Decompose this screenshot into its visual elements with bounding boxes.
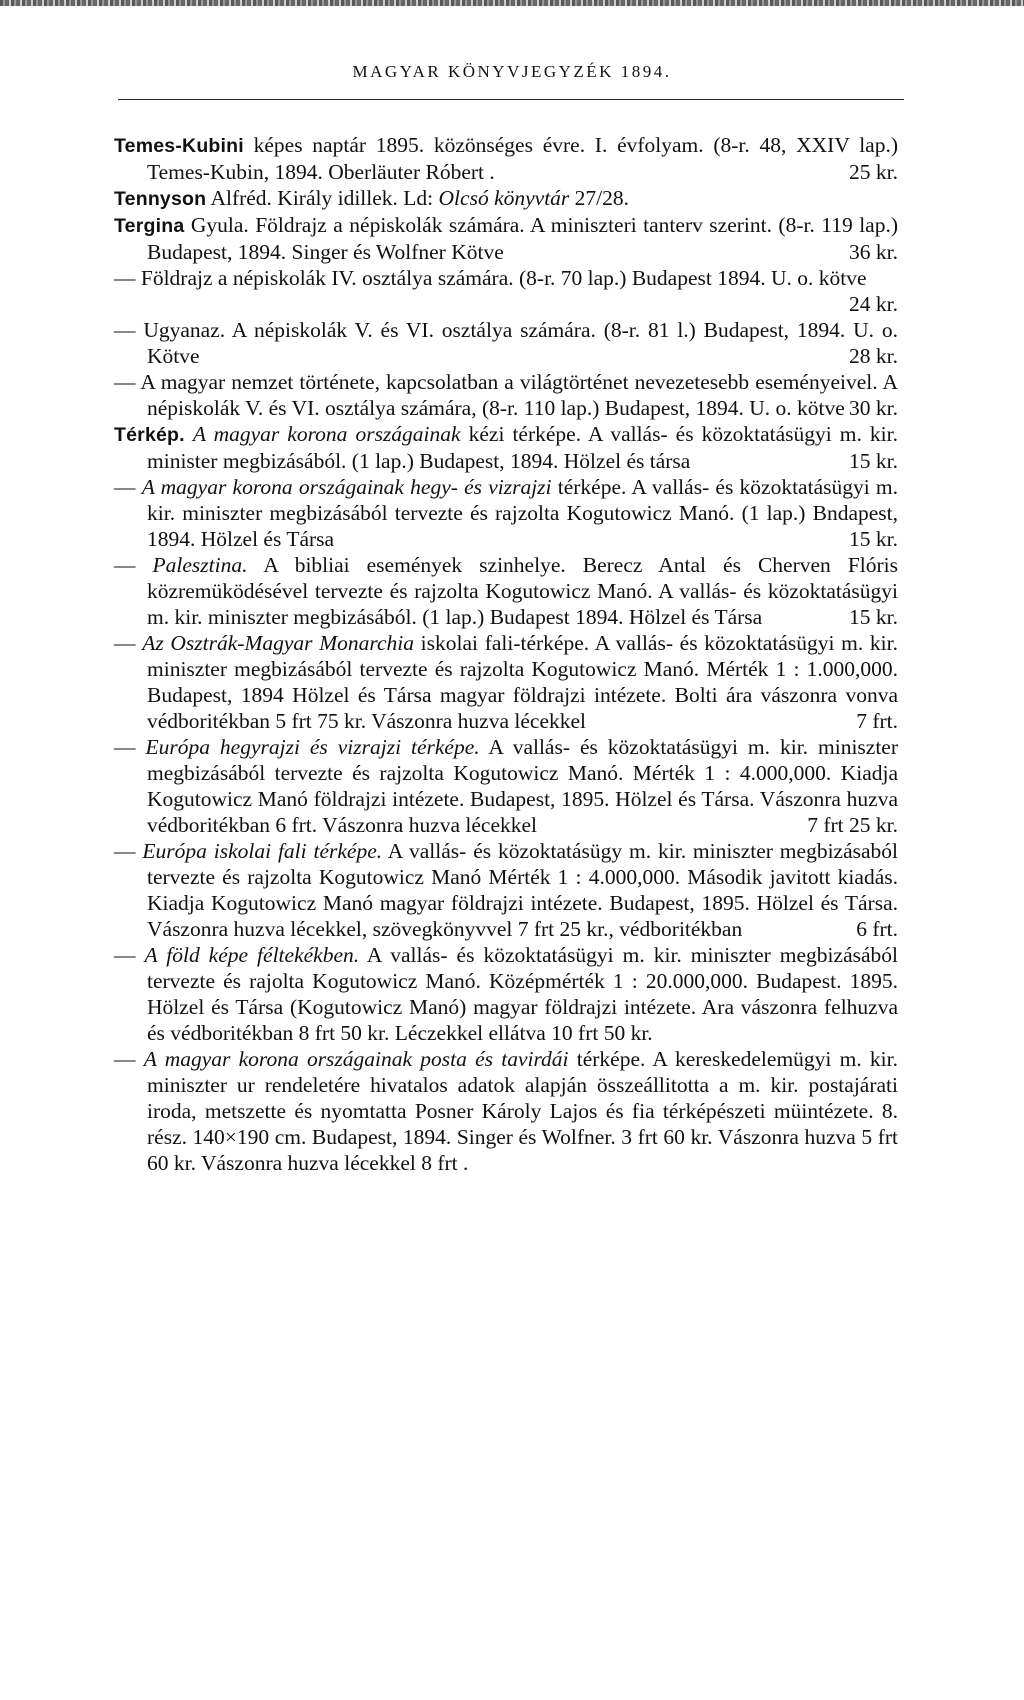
entry-price: 15 kr. xyxy=(849,527,898,551)
entry-dash: — xyxy=(114,735,136,759)
catalog-entry xyxy=(114,630,898,734)
catalog-entry xyxy=(114,265,898,316)
entry-text: Gyula. Földrajz a népiskolák számára. A miniszteri tanterv szerint. (8-r. 119 lap.) Budapest, 1894. Singer és Wolfner Kötve xyxy=(147,213,898,264)
entry-italic-title: Az Osztrák-Magyar Monarchia xyxy=(142,631,414,655)
entry-italic-title: A magyar korona országainak xyxy=(192,422,461,446)
header-rule xyxy=(118,99,904,100)
entry-text: képes naptár 1895. közönséges évre. I. évfolyam. (8-r. 48, XXIV lap.) Temes-Kubin, 1894. Oberläuter Róbert . xyxy=(147,133,898,184)
entry-price: 25 kr. xyxy=(849,160,898,184)
entry-italic-title: Palesztina. xyxy=(152,553,248,577)
entry-italic-title: Olcsó könyvtár xyxy=(438,186,570,210)
entry-italic-title: A magyar korona országainak hegy- és vizrajzi xyxy=(141,475,552,499)
scan-top-edge xyxy=(0,0,1024,6)
entry-text: A vallás- és közoktatásügy m. kir. miniszter megbizásaból tervezte és rajzolta Kogutowicz Manó Mérték 1 : 4.000,000. Második javitott kiadás. Kiadja Kogutowicz Manó magyar földrajzi intézete. Budapest, 1895. Hölzel és Társa. Vászonra huzva lécekkel, szövegkönyvvel 7 frt 25 kr., védboritékban xyxy=(147,839,899,941)
entry-dash: — xyxy=(114,1047,136,1071)
catalog-entry xyxy=(114,317,898,369)
entry-price: 15 kr. xyxy=(849,449,898,473)
entry-text: térképe. A kereskedelemügyi m. kir. miniszter ur rendeletére hivatalos adatok alapján összeállitotta a m. kir. postajárati iroda, metszette és nyomtatta Posner Károly Lajos és fia térképészeti müintézete. 8. rész. 140×190 cm. Budapest, 1894. Singer és Wolfner. 3 frt 60 kr. Vászonra huzva 5 frt 60 kr. Vászonra huzva lécekkel 8 frt . xyxy=(147,1047,898,1175)
entry-text: iskolai fali-térképe. A vallás- és közoktatásügyi m. kir. miniszter megbizásából tervezte és rajzolta Kogutowicz Manó. Mérték 1 : 1.000,000. Budapest, 1894 Hölzel és Társa magyar földrajzi intézete. Bolti ára vászonra vonva védboritékban 5 frt 75 kr. Vászonra huzva lécekkel xyxy=(147,631,899,733)
entry-text: Alfréd. Király idillek. Ld: xyxy=(206,186,439,210)
entry-heading: Tergina xyxy=(114,215,185,237)
entry-price: 36 kr. xyxy=(849,240,898,264)
entry-text: A vallás- és közoktatásügyi m. kir. miniszter megbizásából tervezte és rajolta Kogutowicz Manó. Középmérték 1 : 20.000,000. Budapest. 1895. Hölzel és Társa (Kogutowicz Manó) magyar földrajzi intézete. Ara vászonra felhuzva és védboritékban 8 frt 50 kr. Léczekkel ellátva 10 frt 50 kr. xyxy=(147,943,898,1045)
entry-heading: Térkép. xyxy=(114,424,185,446)
catalog-entry xyxy=(114,942,898,1046)
entry-price: 24 kr. xyxy=(849,292,898,316)
entry-dash: — xyxy=(114,266,136,290)
catalog-entry xyxy=(114,838,898,942)
entry-dash: — xyxy=(114,943,136,967)
entry-text: kézi térképe. A vallás- és közoktatásügyi m. kir. minister megbizásából. (1 lap.) Budapest, 1894. Hölzel és társa xyxy=(147,422,899,473)
entry-dash: — xyxy=(114,553,136,577)
entry-dash: — xyxy=(114,631,136,655)
entry-price: 30 kr. xyxy=(849,396,898,420)
entry-text: Földrajz a népiskolák IV. osztálya számára. (8-r. 70 lap.) Budapest 1894. U. o. kötve xyxy=(135,266,867,290)
running-header: MAGYAR KÖNYVJEGYZÉK 1894. xyxy=(352,62,672,81)
catalog-entry xyxy=(114,132,898,185)
catalog-entry xyxy=(114,474,898,552)
entry-price: 15 kr. xyxy=(849,605,898,629)
entry-text: Ugyanaz. A népiskolák V. és VI. osztálya számára. (8-r. 81 l.) Budapest, 1894. U. o. Kötve xyxy=(135,318,898,368)
entry-price: 7 frt 25 kr. xyxy=(807,813,898,837)
catalog-entry xyxy=(114,734,898,838)
catalog-entry xyxy=(114,185,898,212)
catalog-entry xyxy=(114,421,898,474)
entry-price: 7 frt. xyxy=(856,709,898,733)
entry-dash: — xyxy=(114,475,136,499)
entry-dash: — xyxy=(114,370,136,394)
entry-text: A bibliai események szinhelye. Berecz Antal és Cherven Flóris közremüködésével tervezte és rajzolta Kogutowicz Manó. A vallás- és közoktatásügyi m. kir. miniszter megbizásából. (1 lap.) Budapest 1894. Hölzel és Társa xyxy=(147,553,898,629)
entry-italic-title: Európa hegyrajzi és vizrajzi térképe. xyxy=(145,735,480,759)
catalog-entry xyxy=(114,552,898,630)
entry-text: 27/28. xyxy=(569,186,630,210)
catalog-page xyxy=(114,132,898,1176)
entry-text: A magyar nemzet története, kapcsolatban a világtörténet nevezetesebb eseményeivel. A népiskolák V. és VI. osztálya számára, (8-r. 110 lap.) Budapest, 1894. U. o. kötve xyxy=(135,370,898,420)
entry-text: A vallás- és közoktatásügyi m. kir. miniszter megbizásából tervezte és rajzolta Kogutowicz Manó. Mérték 1 : 4.000,000. Kiadja Kogutowicz Manó földrajzi intézete. Budapest, 1895. Hölzel és Társa. Vászonra huzva védboritékban 6 frt. Vászonra huzva lécekkel xyxy=(147,735,898,837)
entry-heading: Temes-Kubini xyxy=(114,135,244,157)
entry-dash: — xyxy=(114,318,136,342)
catalog-entry xyxy=(114,212,898,265)
entry-price: 28 kr. xyxy=(849,344,898,368)
entry-heading: Tennyson xyxy=(114,188,207,210)
entry-italic-title: A magyar korona országainak posta és tavirdái xyxy=(143,1047,569,1071)
entry-italic-title: Európa iskolai fali térképe. xyxy=(142,839,383,863)
entry-text: térképe. A vallás- és közoktatásügyi m. kir. miniszter megbizásából tervezte és rajzolta Kogutowicz Manó. (1 lap.) Bndapest, 1894. Hölzel és Társa xyxy=(147,475,898,551)
entry-italic-title: A föld képe féltekékben. xyxy=(144,943,360,967)
catalog-entry xyxy=(114,1046,898,1176)
catalog-entry xyxy=(114,369,898,421)
entry-dash: — xyxy=(114,839,136,863)
entry-price: 6 frt. xyxy=(856,917,898,941)
